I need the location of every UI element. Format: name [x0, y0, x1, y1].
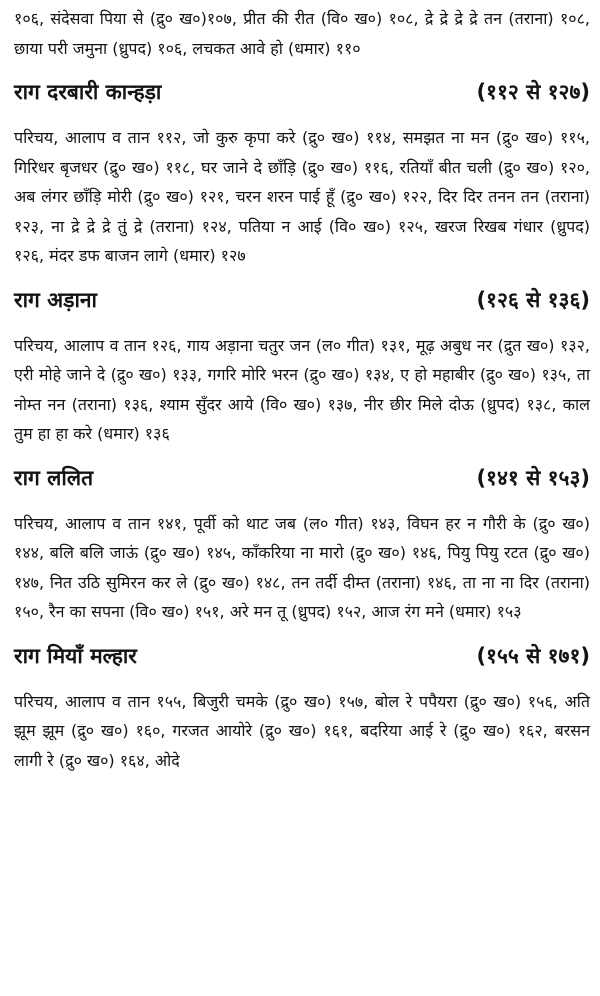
section-raag-miyan-malhar	[14, 641, 590, 776]
section-body: परिचय, आलाप व तान १२६, गाय अड़ाना चतुर जन (ल० गीत) १३१, मूढ़ अबुध नर (द्रुत ख०) १३२, एरी मोहे जाने दे (द्रु० ख०) १३३, गगरि मोरि भरन (द्रु० ख०) १३४, ए हो महाबीर (द्रु० ख०) १३५, ता नोम्त नन (तराना) १३६, श्याम सुँदर आये (वि० ख०) १३७, नीर छीर मिले दोऊ (ध्रुपद) १३८, काल तुम हा हा करे (धमार) १३६	[14, 335, 590, 443]
section-title: राग ललित	[14, 465, 94, 490]
section-title: राग अड़ाना	[14, 287, 97, 312]
page-range: (१५५ से १७१)	[476, 643, 590, 668]
intro-paragraph: १०६, संदेसवा पिया से (द्रु० ख०)१०७, प्रीत की रीत (वि० ख०) १०८, द्रे द्रे द्रे द्रे तन (तराना) १०८, छाया परी जमुना (ध्रुपद) १०६, लचकत आवे हो (धमार) ११०	[14, 9, 590, 58]
page-range: (१४१ से १५३)	[476, 465, 590, 490]
section-title: राग मियाँ मल्हार	[14, 643, 137, 668]
section-header	[14, 285, 590, 315]
section-body: परिचय, आलाप व तान ११२, जो कुरु कृपा करे (द्रु० ख०) ११४, समझत ना मन (द्रु० ख०) ११५, गिरिधर बृजधर (द्रु० ख०) ११८, घर जाने दे छाँड़ि (द्रु० ख०) ११६, रतियाँ बीत चली (द्रु० ख०) १२०, अब लंगर छाँड़ि मोरी (द्रु० ख०) १२१, चरन शरन पाई हूँ (द्रु० ख०) १२२, दिर दिर तनन तन (तराना) १२३, ना द्रे द्रे द्रे तुं द्रे (तराना) १२४, पतिया न आई (वि० ख०) १२५, खरज रिखब गंधार (ध्रुपद) १२६, मंदर डफ बाजन लागे (धमार) १२७	[14, 128, 590, 265]
section-raag-adana	[14, 285, 590, 449]
section-header	[14, 77, 590, 107]
section-body: परिचय, आलाप व तान १४१, पूर्वी को थाट जब (ल० गीत) १४३, विघन हर न गौरी के (द्रु० ख०) १४४, बलि बलि जाऊं (द्रु० ख०) १४५, काँकरिया ना मारो (द्रु० ख०) १४६, पियु पियु रटत (द्रु० ख०) १४७, नित उठि सुमिरन कर ले (द्रु० ख०) १४८, तन तर्दी दीम्त (तराना) १४६, ता ना ना दिर (तराना) १५०, रैन का सपना (वि० ख०) १५१, अरे मन तू (ध्रुपद) १५२, आज रंग मने (धमार) १५३	[14, 513, 590, 621]
section-raag-lalit	[14, 463, 590, 627]
section-body: परिचय, आलाप व तान १५५, बिजुरी चमके (द्रु० ख०) १५७, बोल रे पपैयरा (द्रु० ख०) १५६, अति झूम झूम (द्रु० ख०) १६०, गरजत आयोरे (द्रु० ख०) १६१, बदरिया आई रे (द्रु० ख०) १६२, बरसन लागी रे (द्रु० ख०) १६४, ओदे	[14, 691, 590, 770]
section-raag-darbari-kanhada	[14, 77, 590, 271]
section-header	[14, 463, 590, 493]
page-range: (१२६ से १३६)	[476, 287, 590, 312]
section-title: राग दरबारी कान्हड़ा	[14, 80, 162, 104]
section-header	[14, 641, 590, 671]
page-range: (११२ से १२७)	[476, 80, 590, 104]
